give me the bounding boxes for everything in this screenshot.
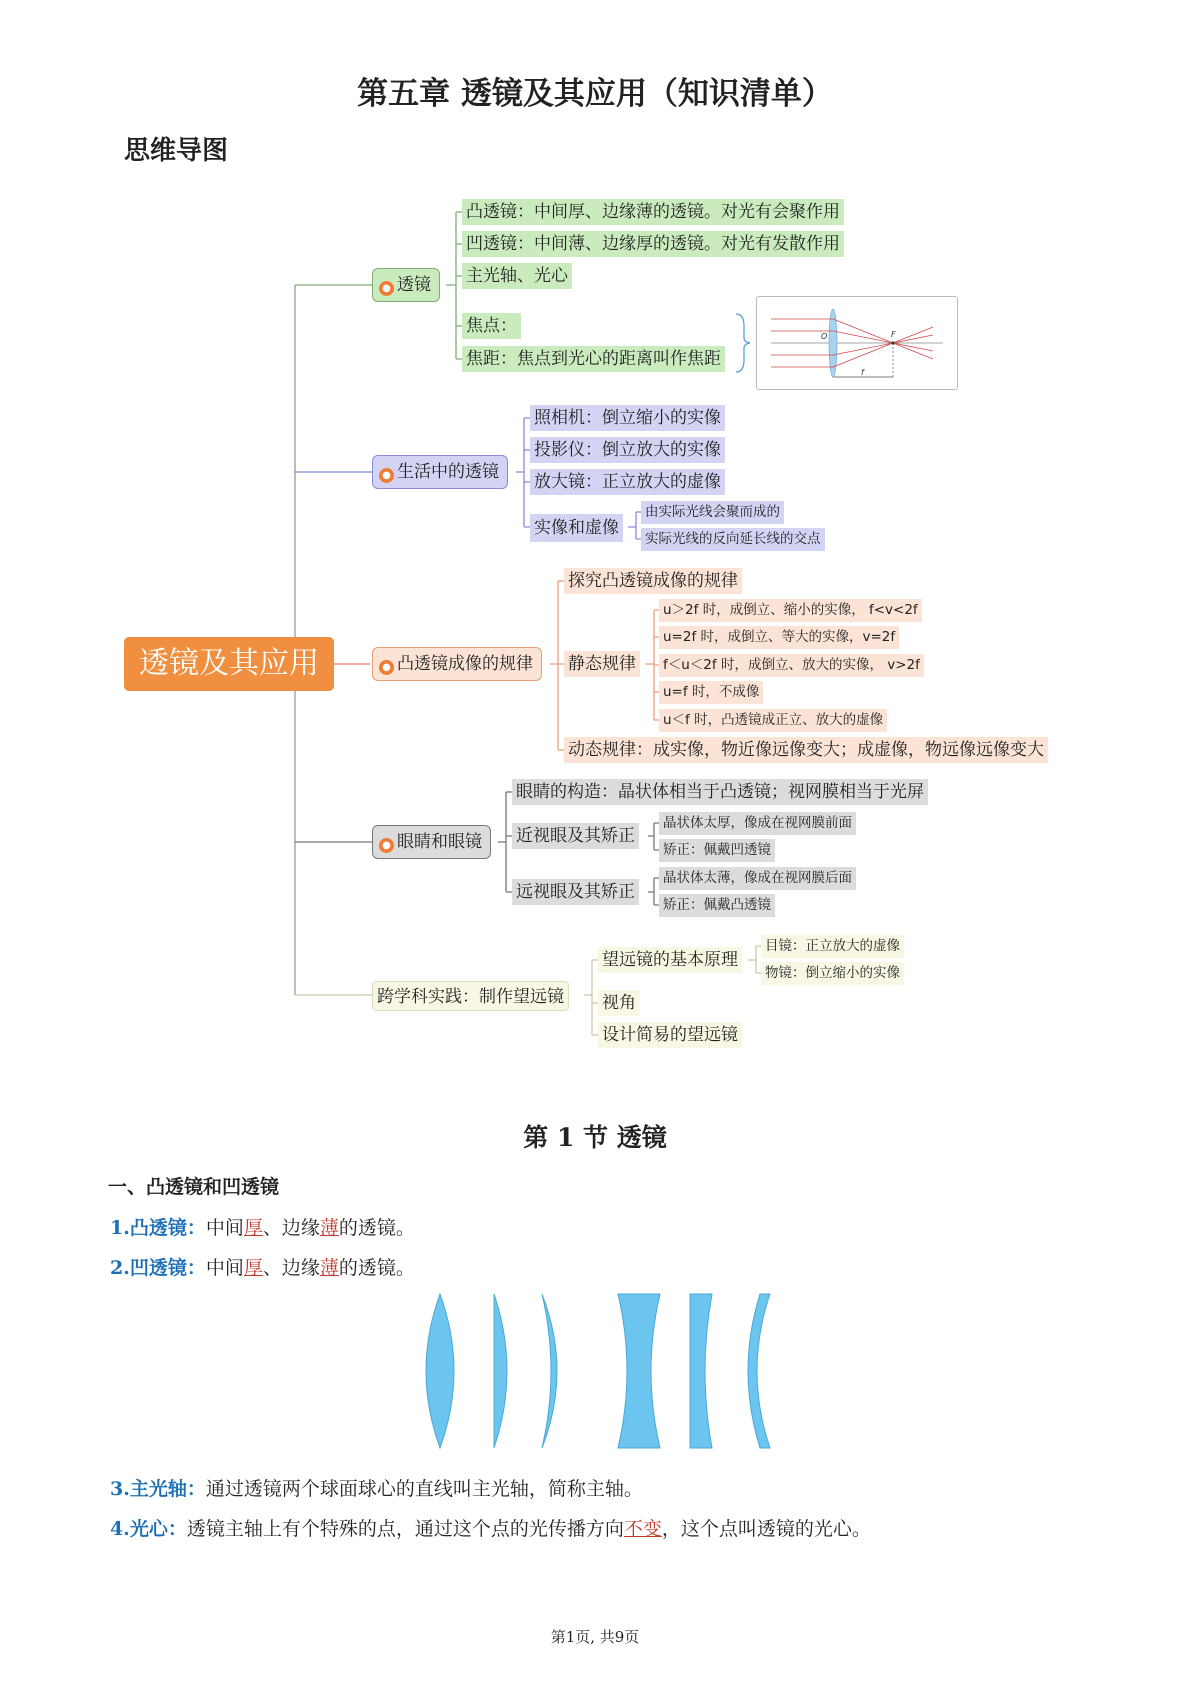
biconcave-lens xyxy=(618,1294,660,1448)
section-sub-heading: 一、凸透镜和凹透镜 xyxy=(108,1176,280,1198)
life-item-real-virtual: 实像和虚像 xyxy=(530,514,623,542)
diagram-f-point-label: F xyxy=(891,330,896,339)
node-life xyxy=(372,455,508,489)
node-lens xyxy=(372,268,440,302)
blank-answer: 薄 xyxy=(319,1257,339,1279)
blank-answer: 厚 xyxy=(243,1217,263,1239)
eye-hyperopia: 远视眼及其矫正 xyxy=(512,879,639,905)
lens-item-focus: 焦点： xyxy=(462,313,521,339)
page-title: 第五章 透镜及其应用（知识清单） xyxy=(357,76,833,112)
eye-myopia-item: 晶状体太厚，像成在视网膜前面 xyxy=(659,812,856,835)
bulb-icon: ● xyxy=(379,838,394,853)
life-item-magnifier: 放大镜：正立放大的虚像 xyxy=(530,469,725,495)
node-lens-label: 透镜 xyxy=(397,275,431,295)
life-image-type-real: 由实际光线会聚而成的 xyxy=(641,501,784,524)
text: ，这个点叫透镜的光心。 xyxy=(661,1518,871,1540)
blank-answer: 薄 xyxy=(319,1217,339,1239)
rules-static-item: f＜u＜2f 时，成倒立、放大的实像， v>2f xyxy=(659,654,924,677)
practice-view-angle: 视角 xyxy=(598,990,640,1016)
node-eye-label: 眼睛和眼镜 xyxy=(397,832,482,852)
text: 中间 xyxy=(205,1217,244,1239)
text: 的透镜。 xyxy=(338,1217,415,1239)
node-rules xyxy=(372,647,542,681)
mindmap-root: 透镜及其应用 xyxy=(124,637,334,691)
practice-principle: 望远镜的基本原理 xyxy=(598,947,742,973)
text: 、边缘 xyxy=(262,1217,320,1239)
lens-item-concave: 凹透镜：中间薄、边缘厚的透镜。对光有发散作用 xyxy=(462,231,844,257)
text: 通过透镜两个球面球心的直线叫主光轴，简称主轴。 xyxy=(205,1478,643,1500)
plano-concave-lens xyxy=(690,1294,712,1448)
text: 透镜主轴上有个特殊的点，通过这个点的光传播方向 xyxy=(186,1518,624,1540)
diagram-o-label: O xyxy=(821,332,828,341)
node-life-label: 生活中的透镜 xyxy=(397,462,499,482)
rules-static-item: u=f 时，不成像 xyxy=(659,681,763,704)
focus-diagram xyxy=(756,296,958,390)
bulb-icon: ● xyxy=(379,281,394,296)
rules-static-item: u＞2f 时，成倒立、缩小的实像， f<v<2f xyxy=(659,599,922,622)
lens-item-convex: 凸透镜：中间厚、边缘薄的透镜。对光有会聚作用 xyxy=(462,199,844,225)
node-practice: 跨学科实践：制作望远镜 xyxy=(372,981,569,1011)
practice-principle-item: 目镜：正立放大的虚像 xyxy=(761,935,904,958)
definition-concave xyxy=(110,1253,415,1280)
life-item-camera: 照相机：倒立缩小的实像 xyxy=(530,405,725,431)
rules-static-item: u＜f 时，凸透镜成正立、放大的虚像 xyxy=(659,709,887,732)
text: 、边缘 xyxy=(262,1257,320,1279)
section-title: 第 1 节 透镜 xyxy=(523,1123,667,1152)
node-eye xyxy=(372,825,491,859)
eye-structure: 眼睛的构造：晶状体相当于凸透镜；视网膜相当于光屏 xyxy=(512,779,928,805)
mindmap-heading: 思维导图 xyxy=(124,136,229,166)
rules-static-item: u=2f 时，成倒立、等大的实像，v=2f xyxy=(659,626,899,649)
diagram-f-length-label: f xyxy=(861,368,864,377)
rules-dynamic: 动态规律：成实像，物近像远像变大；成虚像，物远像远像变大 xyxy=(564,737,1048,763)
keyword: 4.光心： xyxy=(110,1518,187,1540)
eye-myopia-item: 矫正：佩戴凹透镜 xyxy=(659,839,775,862)
eye-hyperopia-item: 矫正：佩戴凸透镜 xyxy=(659,894,775,917)
keyword: 2.凹透镜： xyxy=(110,1257,206,1279)
bulb-icon: ● xyxy=(379,468,394,483)
life-item-projector: 投影仪：倒立放大的实像 xyxy=(530,437,725,463)
blank-answer: 厚 xyxy=(243,1257,263,1279)
blank-answer: 不变 xyxy=(623,1518,662,1540)
lens-ray-diagram xyxy=(757,297,957,389)
text: 中间 xyxy=(205,1257,244,1279)
definition-convex xyxy=(110,1213,415,1240)
lens-shapes xyxy=(410,1288,780,1454)
page-footer: 第1页, 共9页 xyxy=(550,1628,640,1646)
plano-convex-lens xyxy=(494,1294,507,1448)
text: 的透镜。 xyxy=(338,1257,415,1279)
eye-myopia: 近视眼及其矫正 xyxy=(512,823,639,849)
node-rules-label: 凸透镜成像的规律 xyxy=(397,654,533,674)
definition-optical-center xyxy=(110,1514,871,1541)
lens-item-axis: 主光轴、光心 xyxy=(462,263,572,289)
definition-axis xyxy=(110,1474,643,1501)
rules-explore: 探究凸透镜成像的规律 xyxy=(564,568,742,594)
practice-design: 设计简易的望远镜 xyxy=(598,1022,742,1048)
keyword: 3.主光轴： xyxy=(110,1478,206,1500)
practice-principle-item: 物镜：倒立缩小的实像 xyxy=(761,962,904,985)
biconvex-lens xyxy=(426,1294,454,1448)
convex-meniscus-lens xyxy=(542,1294,557,1448)
life-image-type-virtual: 实际光线的反向延长线的交点 xyxy=(641,528,825,551)
keyword: 1.凸透镜： xyxy=(110,1217,206,1239)
bulb-icon: ● xyxy=(379,660,394,675)
lens-item-focal-length: 焦距：焦点到光心的距离叫作焦距 xyxy=(462,346,725,372)
rules-static: 静态规律 xyxy=(564,651,640,677)
concave-meniscus-lens xyxy=(748,1294,770,1448)
eye-hyperopia-item: 晶状体太薄，像成在视网膜后面 xyxy=(659,867,856,890)
